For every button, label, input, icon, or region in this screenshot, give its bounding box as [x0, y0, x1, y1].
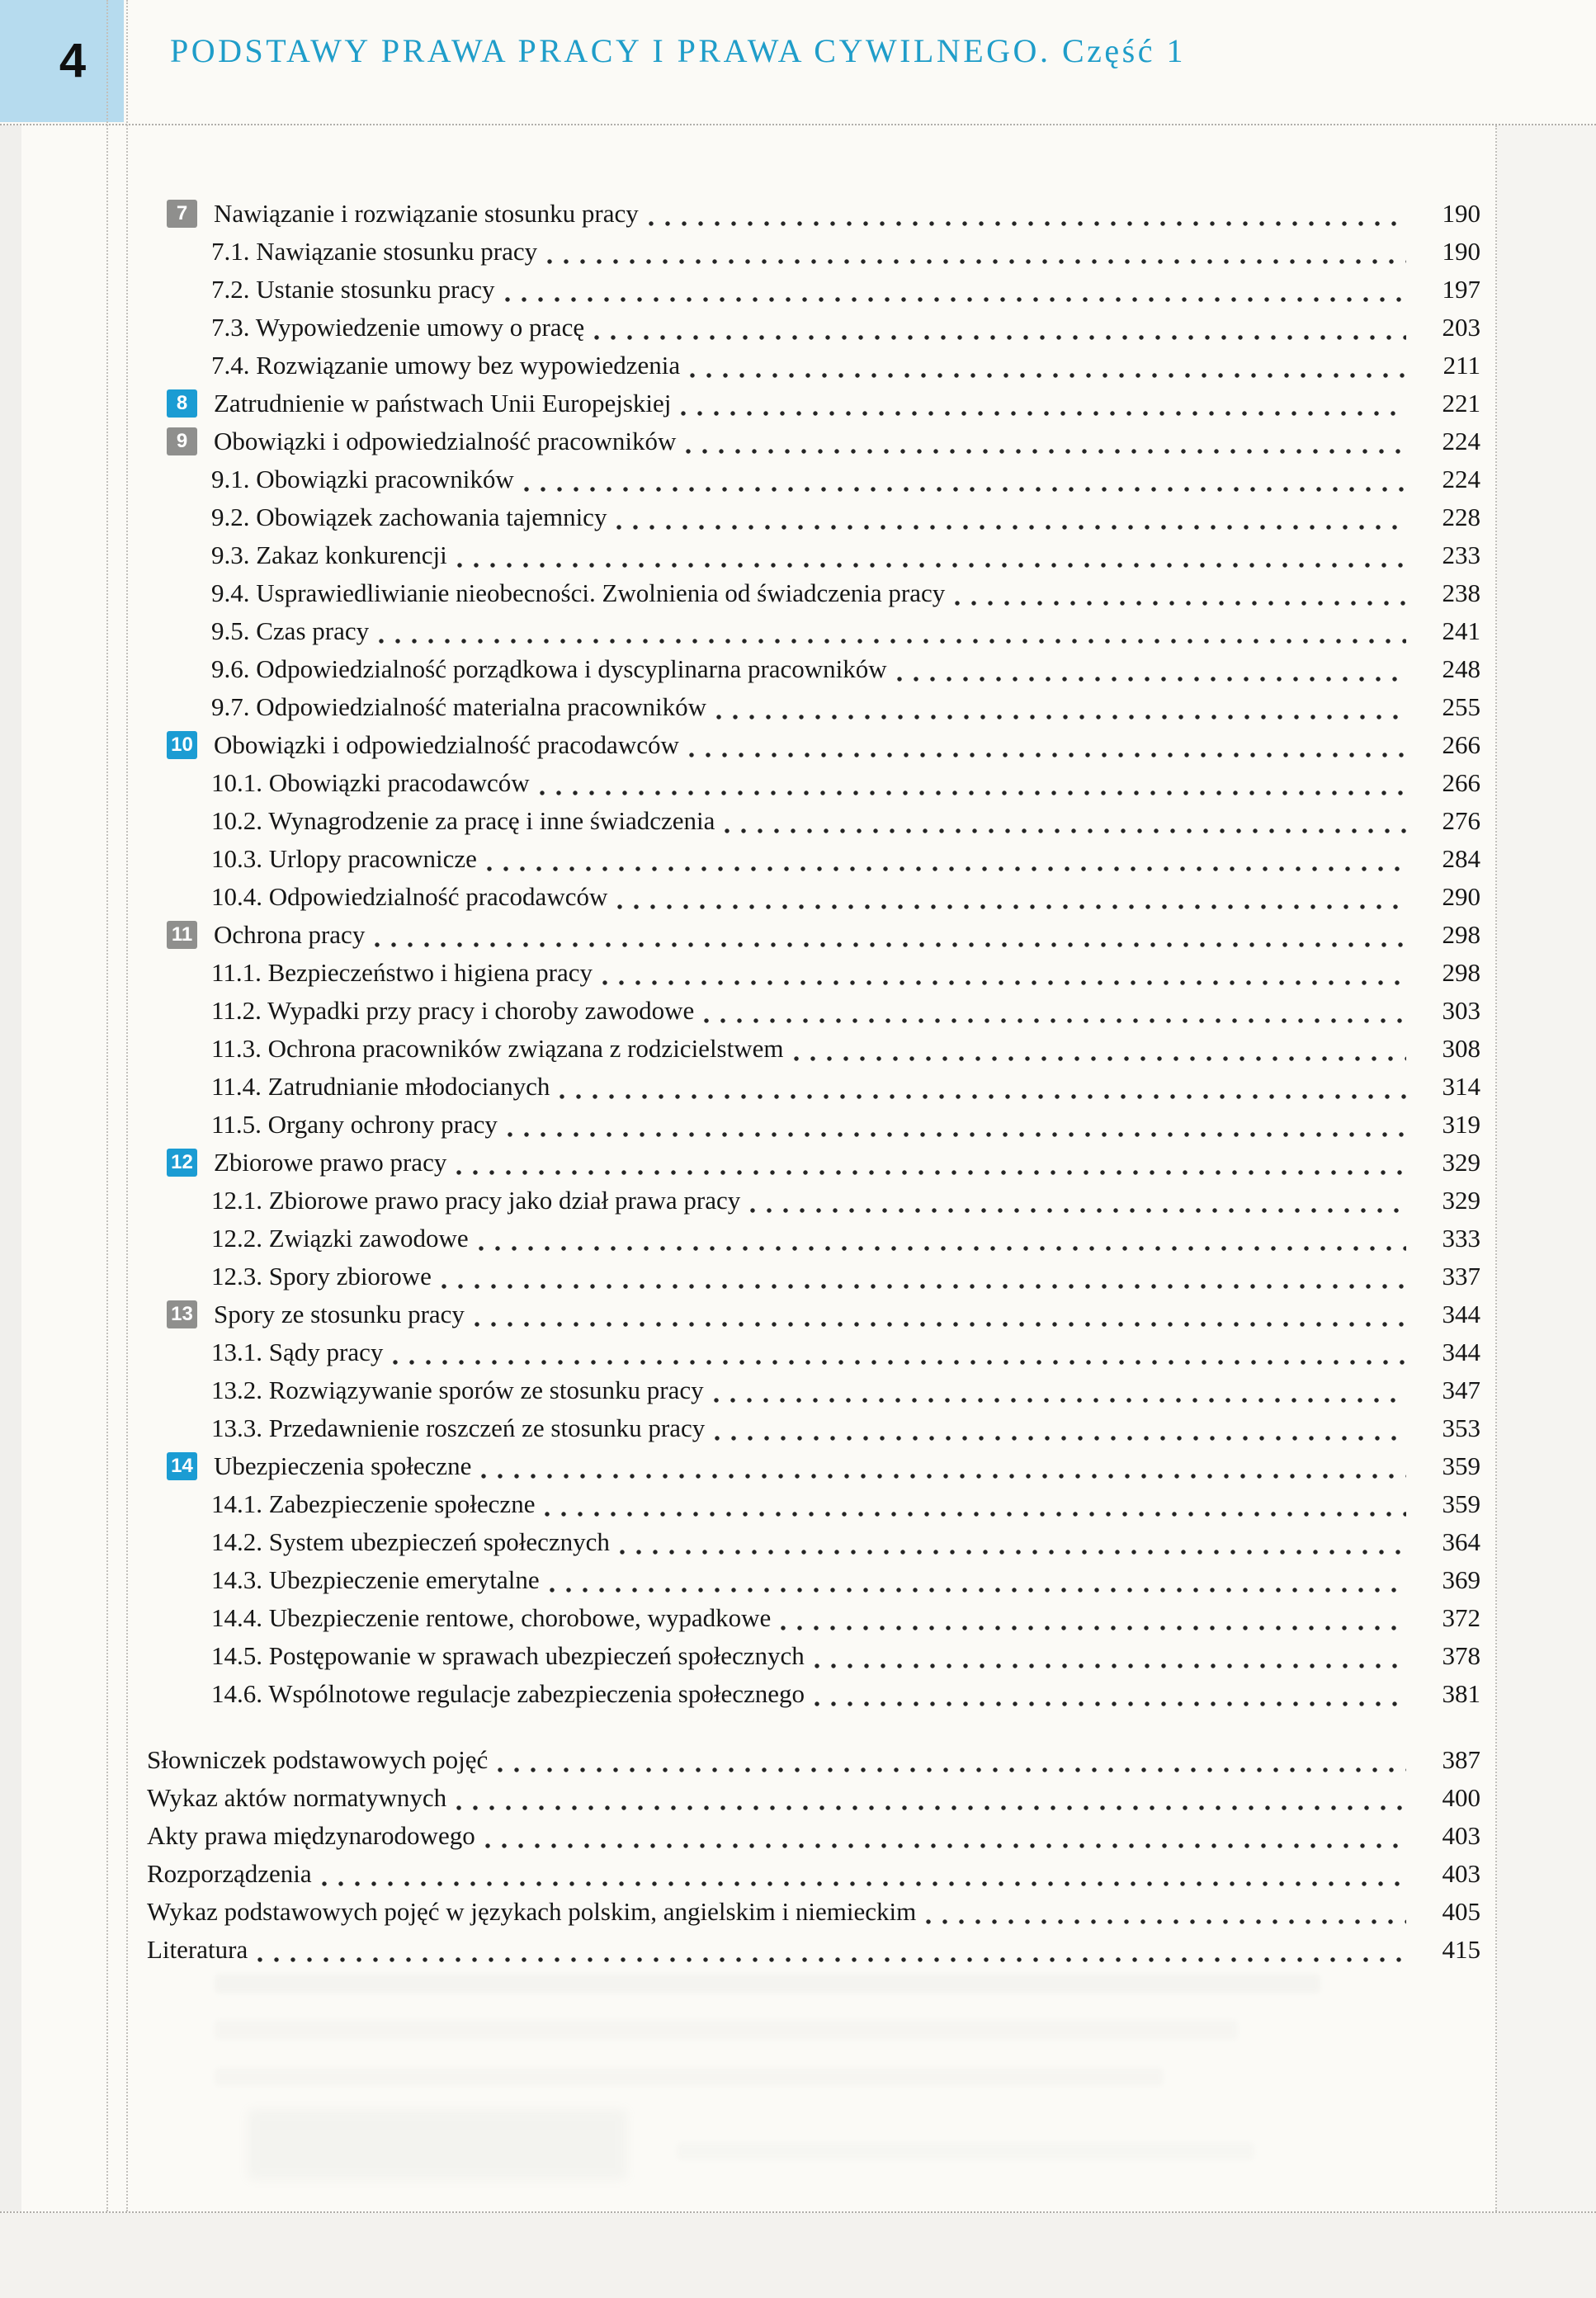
toc-entry-page: 359 — [1442, 1489, 1480, 1518]
toc-row — [147, 385, 1480, 422]
toc-row — [147, 688, 1480, 726]
dot-leader — [547, 258, 1406, 265]
dot-leader — [479, 1245, 1406, 1252]
dot-leader — [689, 752, 1406, 758]
toc-row — [147, 574, 1480, 612]
toc-entry-label: Akty prawa międzynarodowego — [147, 1821, 475, 1850]
dot-leader — [704, 1017, 1406, 1024]
toc-row — [147, 1068, 1480, 1106]
bleed-through-artifact — [215, 1974, 1320, 1994]
toc-entry-label: Wykaz podstawowych pojęć w językach polskim, angielskim i niemieckim — [147, 1897, 917, 1926]
toc-entry-page: 276 — [1442, 806, 1480, 835]
page-number-box — [0, 0, 124, 122]
toc-row — [147, 612, 1480, 650]
toc-entry-page: 347 — [1442, 1375, 1480, 1404]
dot-leader — [550, 1587, 1406, 1593]
toc-row — [147, 1409, 1480, 1447]
bleed-through-artifact — [215, 2068, 1164, 2086]
toc-entry-page: 266 — [1442, 768, 1480, 797]
dot-leader — [616, 524, 1406, 531]
toc-row — [147, 233, 1480, 271]
toc-entry-page: 266 — [1442, 730, 1480, 759]
dot-leader — [524, 486, 1406, 493]
dot-leader — [322, 1880, 1406, 1887]
dot-leader — [714, 1397, 1406, 1404]
chapter-number-badge: 11 — [167, 921, 197, 949]
toc-entry-page: 333 — [1442, 1224, 1480, 1253]
toc-row — [147, 1817, 1480, 1855]
dot-leader — [487, 866, 1406, 872]
toc-entry-page: 353 — [1442, 1413, 1480, 1442]
toc-entry-label: Nawiązanie i rozwiązanie stosunku pracy — [214, 199, 639, 228]
toc-entry-page: 203 — [1442, 313, 1480, 342]
toc-entry-page: 359 — [1442, 1451, 1480, 1480]
toc-entry-page: 364 — [1442, 1527, 1480, 1556]
dot-leader — [257, 1956, 1406, 1963]
toc-row — [147, 422, 1480, 460]
dot-leader — [620, 1549, 1406, 1555]
toc-entry-label: 14.3. Ubezpieczenie emerytalne — [211, 1565, 540, 1594]
dot-leader — [690, 372, 1406, 379]
toc-row — [147, 1561, 1480, 1599]
dot-leader — [505, 296, 1406, 303]
toc-entry-label: 7.4. Rozwiązanie umowy bez wypowiedzenia — [211, 351, 681, 380]
toc-entry-page: 308 — [1442, 1034, 1480, 1063]
bleed-through-artifact — [215, 2020, 1238, 2040]
dot-leader — [725, 828, 1406, 834]
toc-row — [147, 347, 1480, 385]
toc-row — [147, 954, 1480, 992]
dot-leader — [457, 562, 1406, 569]
toc-row — [147, 1855, 1480, 1893]
toc-row — [147, 764, 1480, 802]
dot-leader — [649, 220, 1406, 227]
toc-entry-page: 387 — [1442, 1745, 1480, 1774]
toc-entry-label: 12.1. Zbiorowe prawo pracy jako dział prawa pracy — [211, 1186, 741, 1215]
toc-row — [147, 1599, 1480, 1637]
toc-entry-page: 400 — [1442, 1783, 1480, 1812]
dot-leader — [456, 1805, 1406, 1811]
dot-leader — [540, 790, 1406, 796]
toc-row — [147, 1220, 1480, 1258]
toc-row — [147, 1893, 1480, 1931]
toc-row — [147, 1182, 1480, 1220]
toc-entry-label: Obowiązki i odpowiedzialność pracodawców — [214, 730, 679, 759]
toc-entry-page: 190 — [1442, 237, 1480, 266]
toc-entry-page: 255 — [1442, 692, 1480, 721]
toc-entry-page: 319 — [1442, 1110, 1480, 1139]
bleed-through-artifact — [248, 2109, 627, 2180]
toc-entry-page: 241 — [1442, 616, 1480, 645]
toc-entry-label: Spory ze stosunku pracy — [214, 1300, 465, 1328]
dot-leader — [955, 600, 1406, 606]
toc-entry-page: 415 — [1442, 1935, 1480, 1964]
toc-entry-label: 12.2. Związki zawodowe — [211, 1224, 469, 1253]
toc-entry-label: Rozporządzenia — [147, 1859, 312, 1888]
dot-leader — [393, 1359, 1406, 1366]
toc-entry-page: 372 — [1442, 1603, 1480, 1632]
toc-entry-label: 11.4. Zatrudnianie młodocianych — [211, 1072, 550, 1101]
toc-entry-page: 344 — [1442, 1338, 1480, 1366]
toc-row — [147, 309, 1480, 347]
page-edge-line-right — [1495, 125, 1497, 2211]
toc-row — [147, 460, 1480, 498]
dot-leader — [602, 979, 1406, 986]
toc-row — [147, 1523, 1480, 1561]
toc-entry-label: 13.1. Sądy pracy — [211, 1338, 384, 1366]
toc-row — [147, 1258, 1480, 1295]
toc-row — [147, 1931, 1480, 1969]
toc-row — [147, 650, 1480, 688]
toc-entry-page: 403 — [1442, 1859, 1480, 1888]
toc-entry-page: 369 — [1442, 1565, 1480, 1594]
toc-entry-label: 14.2. System ubezpieczeń społecznych — [211, 1527, 610, 1556]
toc-entry-page: 405 — [1442, 1897, 1480, 1926]
dot-leader — [379, 638, 1406, 644]
toc-entry-label: 9.5. Czas pracy — [211, 616, 370, 645]
left-page-margin — [0, 125, 21, 2211]
toc-row — [147, 802, 1480, 840]
dot-leader — [481, 1473, 1406, 1479]
toc-row — [147, 1333, 1480, 1371]
dot-leader — [716, 714, 1406, 720]
toc-entry-label: 9.7. Odpowiedzialność materialna pracowników — [211, 692, 707, 721]
toc-entry-page: 329 — [1442, 1148, 1480, 1177]
toc-entry-page: 233 — [1442, 540, 1480, 569]
dot-leader — [475, 1321, 1406, 1328]
toc-entry-page: 314 — [1442, 1072, 1480, 1101]
dot-leader — [750, 1207, 1406, 1214]
toc-row — [147, 726, 1480, 764]
toc-entry-label: 11.2. Wypadki przy pracy i choroby zawodowe — [211, 996, 695, 1025]
toc-row — [147, 1637, 1480, 1675]
dot-leader — [441, 1283, 1406, 1290]
page-edge-line-left — [126, 0, 128, 2211]
toc-entry-label: Słowniczek podstawowych pojęć — [147, 1745, 489, 1774]
dot-leader — [617, 904, 1406, 910]
dot-leader — [508, 1131, 1406, 1138]
toc-entry-label: 7.3. Wypowiedzenie umowy o pracę — [211, 313, 585, 342]
toc-row — [147, 195, 1480, 233]
toc-row — [147, 1447, 1480, 1485]
toc-entry-page: 298 — [1442, 958, 1480, 987]
toc-entry-label: 14.6. Wspólnotowe regulacje zabezpieczenia społecznego — [211, 1679, 805, 1708]
dot-leader — [456, 1169, 1406, 1176]
toc-row — [147, 1144, 1480, 1182]
toc-entry-page: 378 — [1442, 1641, 1480, 1670]
toc-entry-page: 238 — [1442, 578, 1480, 607]
toc-entry-page: 248 — [1442, 654, 1480, 683]
toc-entry-label: 12.3. Spory zbiorowe — [211, 1262, 432, 1291]
toc-entry-page: 298 — [1442, 920, 1480, 949]
toc-row — [147, 1295, 1480, 1333]
dot-leader — [375, 941, 1406, 948]
toc-entry-page: 284 — [1442, 844, 1480, 873]
toc-entry-page: 228 — [1442, 503, 1480, 531]
toc-entry-page: 381 — [1442, 1679, 1480, 1708]
toc-entry-label: Obowiązki i odpowiedzialność pracowników — [214, 427, 677, 455]
toc-entry-label: 11.5. Organy ochrony pracy — [211, 1110, 498, 1139]
chapter-number-badge: 7 — [167, 200, 197, 228]
toc-row — [147, 536, 1480, 574]
toc-entry-label: Wykaz aktów normatywnych — [147, 1783, 447, 1812]
dot-leader — [897, 676, 1406, 682]
header-divider-line — [0, 124, 1596, 125]
toc-row — [147, 1741, 1480, 1779]
toc-row — [147, 271, 1480, 309]
dot-leader — [594, 334, 1406, 341]
toc-entry-page: 197 — [1442, 275, 1480, 304]
toc-row — [147, 1106, 1480, 1144]
dot-leader — [686, 448, 1406, 455]
toc-entry-page: 190 — [1442, 199, 1480, 228]
toc-entry-label: Ochrona pracy — [214, 920, 366, 949]
toc-row — [147, 1675, 1480, 1713]
toc-entry-page: 329 — [1442, 1186, 1480, 1215]
chapter-number-badge: 14 — [167, 1452, 197, 1480]
dot-leader — [681, 410, 1406, 417]
dot-leader — [545, 1511, 1406, 1517]
toc-entry-label: 7.2. Ustanie stosunku pracy — [211, 275, 495, 304]
chapter-number-badge: 13 — [167, 1300, 197, 1328]
toc-entry-label: Literatura — [147, 1935, 248, 1964]
toc-entry-page: 403 — [1442, 1821, 1480, 1850]
chapter-number-badge: 8 — [167, 389, 197, 418]
toc-entry-label: Ubezpieczenia społeczne — [214, 1451, 472, 1480]
toc-entry-page: 224 — [1442, 427, 1480, 455]
toc-entry-label: Zatrudnienie w państwach Unii Europejskiej — [214, 389, 672, 418]
toc-entry-page: 221 — [1442, 389, 1480, 418]
dot-leader — [560, 1093, 1406, 1100]
toc-entry-label: 13.3. Przedawnienie roszczeń ze stosunku pracy — [211, 1413, 706, 1442]
bottom-divider-line — [0, 2211, 1596, 2213]
toc-entry-label: 11.1. Bezpieczeństwo i higiena pracy — [211, 958, 593, 987]
chapter-number-badge: 12 — [167, 1149, 197, 1177]
toc-entry-label: 10.4. Odpowiedzialność pracodawców — [211, 882, 608, 911]
toc-row — [147, 1779, 1480, 1817]
toc-entry-label: 7.1. Nawiązanie stosunku pracy — [211, 237, 538, 266]
page-number: 4 — [59, 34, 87, 87]
dot-leader — [781, 1625, 1406, 1631]
dot-leader — [498, 1767, 1406, 1773]
table-of-contents — [147, 195, 1480, 1969]
dot-leader — [815, 1663, 1406, 1669]
chapter-number-badge: 10 — [167, 731, 197, 759]
toc-row — [147, 878, 1480, 916]
toc-entry-page: 344 — [1442, 1300, 1480, 1328]
toc-entry-label: 14.1. Zabezpieczenie społeczne — [211, 1489, 536, 1518]
dot-leader — [715, 1435, 1406, 1442]
toc-entry-label: 10.1. Obowiązki pracodawców — [211, 768, 530, 797]
toc-entry-page: 337 — [1442, 1262, 1480, 1291]
dot-leader — [926, 1918, 1406, 1925]
toc-row — [147, 840, 1480, 878]
toc-entry-label: 10.3. Urlopy pracownicze — [211, 844, 477, 873]
toc-entry-page: 290 — [1442, 882, 1480, 911]
dot-leader — [485, 1843, 1406, 1849]
toc-entry-label: 9.3. Zakaz konkurencji — [211, 540, 447, 569]
toc-entry-label: 9.1. Obowiązki pracowników — [211, 465, 514, 493]
toc-row — [147, 992, 1480, 1030]
toc-row — [147, 916, 1480, 954]
bleed-through-artifact — [677, 2142, 1254, 2160]
toc-entry-label: 13.2. Rozwiązywanie sporów ze stosunku pracy — [211, 1375, 704, 1404]
chapter-number-badge: 9 — [167, 427, 197, 455]
toc-entry-label: Zbiorowe prawo pracy — [214, 1148, 447, 1177]
bottom-page-margin — [0, 2213, 1596, 2298]
toc-row — [147, 1371, 1480, 1409]
toc-entry-label: 9.6. Odpowiedzialność porządkowa i dyscyplinarna pracowników — [211, 654, 887, 683]
scan-fold-line — [106, 0, 108, 2211]
toc-row — [147, 1485, 1480, 1523]
toc-entry-page: 211 — [1443, 351, 1480, 380]
dot-leader — [794, 1055, 1407, 1062]
toc-entry-label: 14.4. Ubezpieczenie rentowe, chorobowe, wypadkowe — [211, 1603, 772, 1632]
toc-row — [147, 498, 1480, 536]
toc-row — [147, 1030, 1480, 1068]
toc-entry-label: 11.3. Ochrona pracowników związana z rodzicielstwem — [211, 1034, 784, 1063]
running-header-title: PODSTAWY PRAWA PRACY I PRAWA CYWILNEGO. Część 1 — [170, 32, 1186, 69]
toc-entry-label: 9.2. Obowiązek zachowania tajemnicy — [211, 503, 607, 531]
toc-entry-page: 303 — [1442, 996, 1480, 1025]
dot-leader — [815, 1701, 1406, 1707]
toc-entry-label: 14.5. Postępowanie w sprawach ubezpieczeń społecznych — [211, 1641, 805, 1670]
toc-entry-page: 224 — [1442, 465, 1480, 493]
right-page-margin — [1497, 125, 1596, 2211]
toc-entry-label: 9.4. Usprawiedliwianie nieobecności. Zwolnienia od świadczenia pracy — [211, 578, 946, 607]
toc-entry-label: 10.2. Wynagrodzenie za pracę i inne świadczenia — [211, 806, 715, 835]
